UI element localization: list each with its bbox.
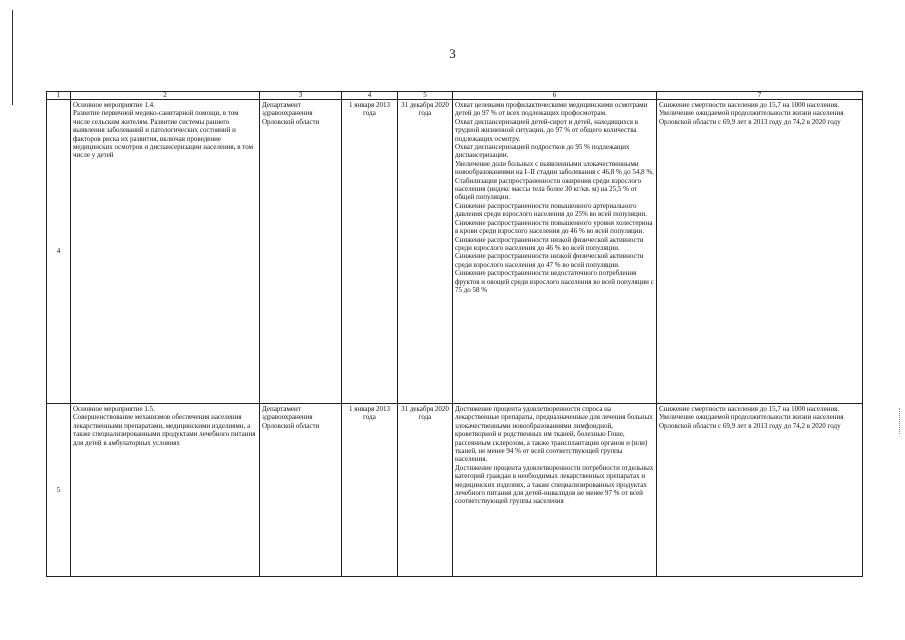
header-cell: 4 — [342, 92, 398, 100]
executor-cell: Департамент здравоохранения Орловской области — [260, 404, 342, 577]
row-number: 5 — [47, 404, 71, 577]
event-cell: Основное мероприятие 1.4. Развитие первичной медико-санитарной помощи, в том числе сельским жителям. Развитие системы раннего выявления заболеваний и патологических состояний и факторов риска их развития, включая проведение медицинских осмотров и диспансеризации населения, в том числе у детей — [71, 100, 260, 404]
program-table — [46, 91, 863, 577]
results-cell: Достижение процента удовлетворенности спроса на лекарственные препараты, предназначенные для лечения больных злокачественными новообразованиями лимфоидной, кроветворной и родственных им тканей, болезнью Гоше, рассеянным склерозом, а также трансплантации органов и (или) тканей, не менее 94 % от всей соответствующей группы населения. Достижение процента удовлетворенности потребности отдельных категорий граждан в необходимых лекарственных препаратах и медицинских изделиях, а также специализированных продуктах лечебного питания для детей-инвалидов не менее 97 % от всей соответствующей группы населения — [453, 404, 657, 577]
executor-cell: Департамент здравоохранения Орловской области — [260, 100, 342, 404]
start-date-cell: 1 января 2013 года — [342, 404, 398, 577]
header-cell: 1 — [47, 92, 71, 100]
scan-margin-mark — [899, 408, 903, 434]
event-cell: Основное мероприятие 1.5. Совершенствование механизмов обеспечения населения лекарственными препаратами, медицинскими изделиями, а также специализированными продуктами лечебного питания для детей в амбулаторных условиях — [71, 404, 260, 577]
table-row — [47, 404, 863, 577]
header-cell: 2 — [71, 92, 260, 100]
indicators-cell: Снижение смертности населения до 15,7 на 1000 населения. Увеличение ожидаемой продолжительности жизни населения Орловской области с 69,9 лет в 2013 году до 74,2 в 2020 году — [657, 404, 863, 577]
header-cell: 7 — [657, 92, 863, 100]
header-cell: 3 — [260, 92, 342, 100]
end-date-cell: 31 декабря 2020 года — [398, 100, 453, 404]
row-number: 4 — [47, 100, 71, 404]
table-header-row — [47, 92, 863, 100]
header-cell: 5 — [398, 92, 453, 100]
table-row — [47, 100, 863, 404]
end-date-cell: 31 декабря 2020 года — [398, 404, 453, 577]
results-cell: Охват целевыми профилактическими медицинскими осмотрами детей до 97 % от всех подлежащих профосмотрам. Охват диспансеризацией детей-сирот и детей, находящихся в трудной жизненной ситуации, до 97 % от общего количества подлежащих осмотру. Охват диспансеризацией подростков до 95 % подлежащих диспансеризации. Увеличение доли больных с выявленными злокачественными новообразованиями на I–II стадии заболевания с 46,8 % до 54,8 %. Стабилизация распространенности ожирения среди взрослого населения (индекс массы тела более 30 кг/кв. м) на 25,5 % от общей популяции. Снижение распространенности повышенного артериального давления среди взрослого населения до 25% во всей популяции. Снижение распространенности повышенного уровня холестерина в крови среди взрослого населения до 46 % во всей популяции. Снижение распространенности низкой физической активности среди взрослого населения до 46 % во всей популяции. Снижение распространенности низкой физической активности среди взрослого населения до 47 % во всей популяции. Снижение распространенности недостаточного потребления фруктов и овощей среди взрослого населения во всей популяции с 75 до 58 % — [453, 100, 657, 404]
page-number: 3 — [449, 46, 456, 61]
indicators-cell: Снижение смертности населения до 15,7 на 1000 населения. Увеличение ожидаемой продолжительности жизни населения Орловской области с 69,9 лет в 2013 году до 74,2 в 2020 году — [657, 100, 863, 404]
start-date-cell: 1 января 2013 года — [342, 100, 398, 404]
header-cell: 6 — [453, 92, 657, 100]
